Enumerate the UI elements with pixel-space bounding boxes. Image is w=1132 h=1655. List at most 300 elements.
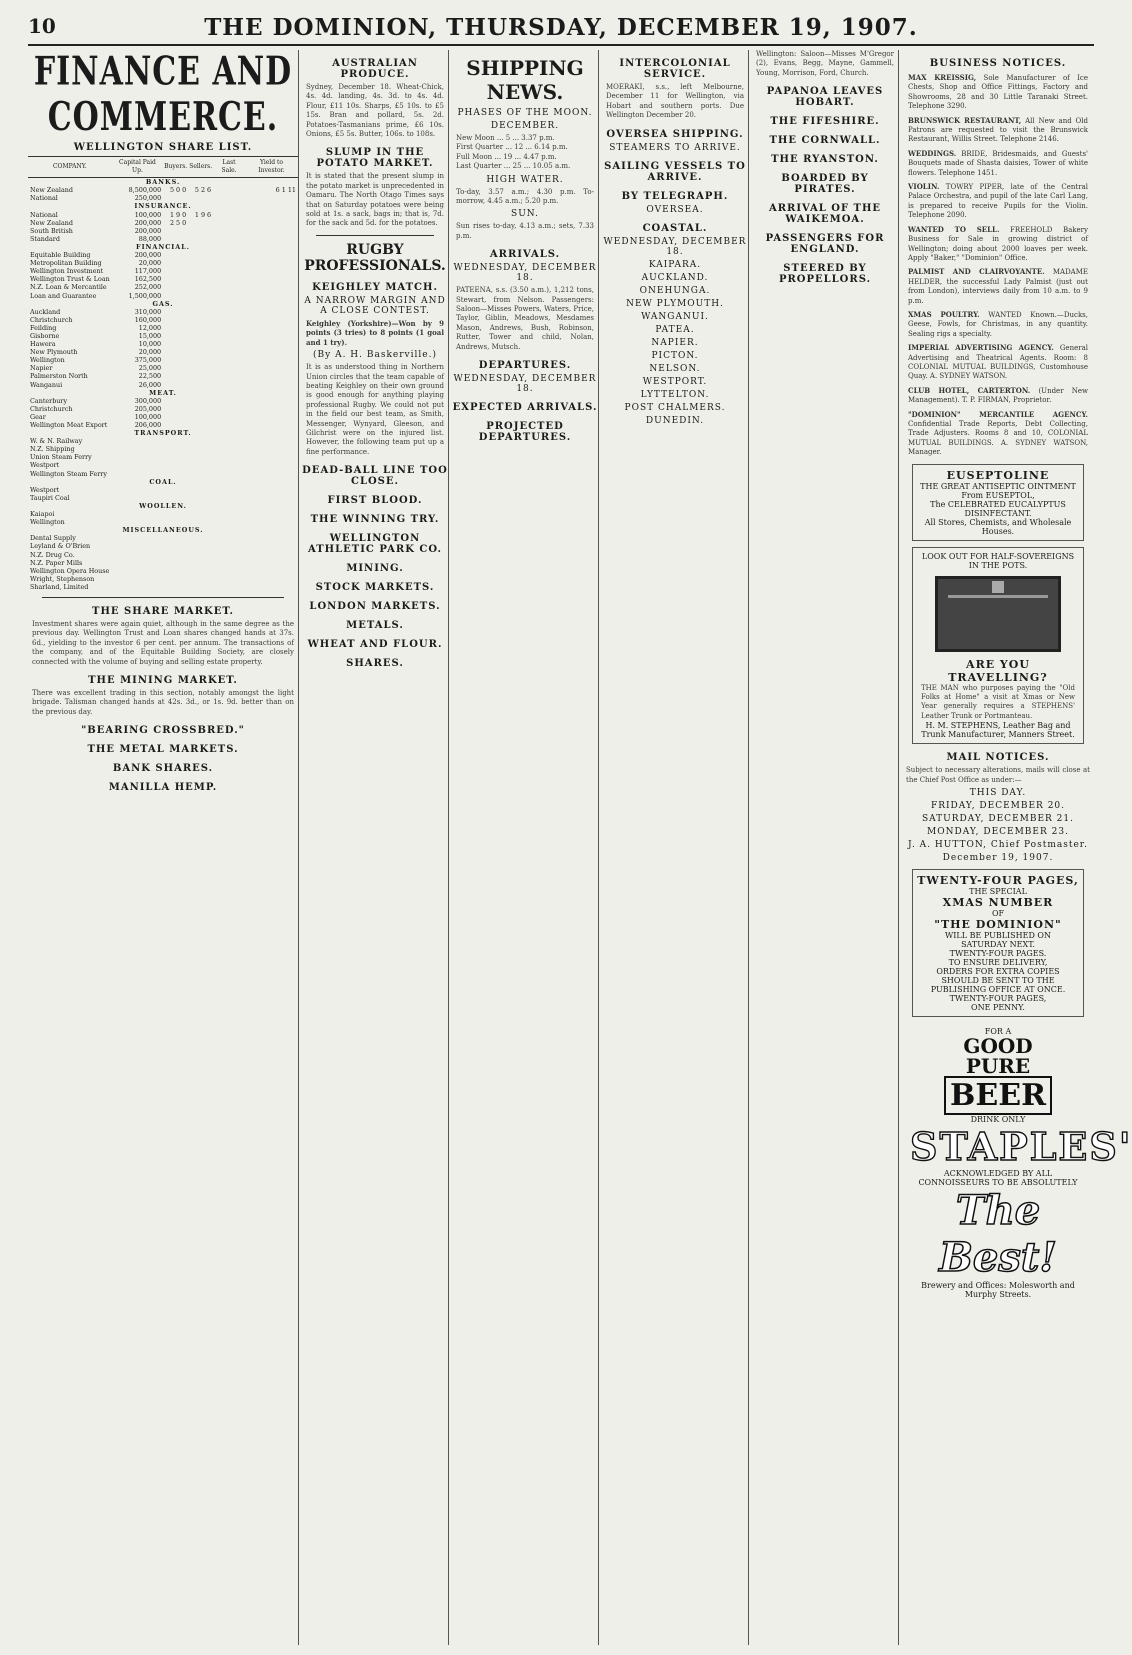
share-capital: 206,000 <box>134 421 162 429</box>
share-name: N.Z. Shipping <box>30 445 75 454</box>
dead-ball-title: DEAD-BALL LINE TOO CLOSE. <box>302 465 448 488</box>
share-capital <box>112 575 163 583</box>
rugby-byline: (By A. H. Baskerville.) <box>313 350 437 361</box>
share-buyers: 5 0 0 <box>169 186 187 195</box>
share-last <box>213 397 245 405</box>
travelling-text: THE MAN who purposes paying the "Old Folks at Home" a visit at Xmas or New Year generally requires a STEPHENS' Leather Trunk or Portmanteau. <box>921 683 1078 720</box>
share-row <box>28 275 298 283</box>
beer-good: GOOD <box>963 1034 1033 1059</box>
divider <box>42 597 284 598</box>
share-buyers <box>163 308 188 316</box>
notice-text: FREEHOLD Bakery Business for Sale in growing district of Wellington; doing about 2000 loaves per week. Apply "Baker," "Dominion" Office. <box>908 225 1088 262</box>
col-yield: Yield to Investor. <box>245 157 298 178</box>
share-capital <box>112 534 163 542</box>
share-category-row <box>28 526 298 534</box>
share-sellers <box>188 583 213 591</box>
mail-notices-title: MAIL NOTICES. <box>946 752 1050 764</box>
share-row <box>28 534 298 542</box>
travelling-title: ARE YOU TRAVELLING? <box>948 657 1048 684</box>
rugby-subtitle: A NARROW MARGIN AND A CLOSE CONTEST. <box>304 295 446 316</box>
share-row <box>28 227 298 235</box>
port-heading: WANGANUI. <box>641 311 709 322</box>
shipping-column <box>452 50 599 1645</box>
share-last <box>213 251 245 259</box>
special-line: TO ENSURE DELIVERY, <box>948 958 1048 968</box>
share-buyers <box>163 551 188 559</box>
special-line: ONE PENNY. <box>971 1003 1025 1013</box>
share-row <box>28 397 298 405</box>
share-buyers <box>163 267 188 275</box>
share-yield <box>245 551 298 559</box>
newspaper-title: THE DOMINION, THURSDAY, DECEMBER 19, 1907. <box>204 14 918 41</box>
share-capital: 117,000 <box>134 267 162 276</box>
share-yield <box>245 413 298 421</box>
share-name: Wright, Stephenson <box>30 574 95 583</box>
share-row <box>28 251 298 259</box>
share-sellers <box>188 510 213 518</box>
share-yield <box>245 542 298 550</box>
xmas-number-ad <box>912 869 1084 1017</box>
share-sellers <box>188 575 213 583</box>
share-capital <box>112 494 163 502</box>
share-capital <box>112 445 163 453</box>
share-last <box>213 340 245 348</box>
share-yield <box>245 405 298 413</box>
high-water-title: HIGH WATER. <box>486 174 564 185</box>
share-category: MEAT. <box>149 388 177 397</box>
share-capital: 22,500 <box>138 372 162 381</box>
masthead <box>28 14 1094 46</box>
col-last-sale: Last Sale. <box>213 157 245 178</box>
notice-text: WANTED Known.—Ducks, Geese, Fowls, for Christmas, in any quantity. Sealing rigs a specialty. <box>908 310 1088 338</box>
share-yield <box>245 340 298 348</box>
share-yield <box>245 219 298 227</box>
share-row <box>28 381 298 389</box>
share-yield <box>245 316 298 324</box>
share-last <box>213 453 245 461</box>
share-name: Auckland <box>30 307 61 316</box>
share-category-row <box>28 300 298 308</box>
share-sellers <box>188 445 213 453</box>
share-sellers <box>188 405 213 413</box>
page-number: 10 <box>28 14 56 38</box>
mail-day: FRIDAY, DECEMBER 20. <box>930 801 1066 812</box>
share-sellers <box>188 259 213 267</box>
notice-head: WANTED TO SELL. <box>908 224 1000 234</box>
share-name: Wellington <box>30 356 65 365</box>
share-buyers <box>163 340 188 348</box>
share-last <box>213 445 245 453</box>
share-yield <box>245 308 298 316</box>
special-line: SATURDAY NEXT. <box>961 940 1035 950</box>
share-name: Equitable Building <box>30 251 91 260</box>
share-yield <box>245 275 298 283</box>
share-yield <box>245 510 298 518</box>
share-buyers <box>163 372 188 380</box>
share-sellers <box>188 275 213 283</box>
notice-text: Sole Manufacturer of Ice Chests, Shop and Office Fittings, Factory and Showrooms, 28 and 30 Little Taranaki Street. Telephone 3290. <box>908 74 1088 111</box>
share-sellers <box>188 251 213 259</box>
intercolonial-text: MOERAKI, s.s., left Melbourne, December 11 for Wellington, via Hobart and southern ports. Due Wellington December 20. <box>606 83 747 120</box>
business-notices-title: BUSINESS NOTICES. <box>929 58 1067 69</box>
wheat-title: WHEAT AND FLOUR. <box>307 639 443 651</box>
sun-text: Sun rises to-day, 4.13 a.m.; sets, 7.33 p.m. <box>456 222 597 240</box>
share-yield <box>245 283 298 291</box>
share-name: Leyland & O'Brien <box>30 542 91 551</box>
share-name: Hawera <box>30 340 56 349</box>
beer-for-a: FOR A <box>984 1027 1012 1037</box>
share-name: Wellington Steam Ferry <box>30 469 107 478</box>
share-sellers <box>188 227 213 235</box>
port-heading: AUCKLAND. <box>641 272 709 283</box>
share-last <box>213 219 245 227</box>
share-capital <box>112 551 163 559</box>
share-buyers <box>163 356 188 364</box>
share-capital <box>112 461 163 469</box>
share-capital: 100,000 <box>134 210 162 219</box>
share-buyers <box>163 292 188 300</box>
share-name: South British <box>30 226 73 235</box>
share-row <box>28 211 298 219</box>
share-row <box>28 437 298 445</box>
share-capital <box>112 583 163 591</box>
share-category: MISCELLANEOUS. <box>122 526 204 535</box>
share-buyers <box>163 316 188 324</box>
share-buyers <box>163 583 188 591</box>
sun-title: SUN. <box>511 209 539 220</box>
share-buyers <box>163 397 188 405</box>
share-buyers <box>163 494 188 502</box>
special-line: TWENTY-FOUR PAGES. <box>949 949 1047 959</box>
share-yield <box>245 292 298 300</box>
share-sellers <box>188 461 213 469</box>
share-name: N.Z. Loan & Mercantile <box>30 283 107 292</box>
share-last <box>213 470 245 478</box>
share-category-row <box>28 178 298 187</box>
pirates-title: BOARDED BY PIRATES. <box>781 173 869 196</box>
slump-text: It is stated that the present slump in the potato market is unprecedented in Oamaru. The North Otago Times says that on Saturday potatoes were being sold at 1s. a sack, bags in; that is, 7d. for the sack and 5d. for the potatoes. <box>306 172 447 228</box>
share-sellers <box>188 470 213 478</box>
share-last <box>213 211 245 219</box>
papanoa-title: PAPANOA LEAVES HOBART. <box>766 86 884 109</box>
share-row <box>28 356 298 364</box>
share-category-row <box>28 389 298 397</box>
passengers-title: PASSENGERS FOR ENGLAND. <box>765 233 885 256</box>
share-name: Loan and Guarantee <box>30 291 97 300</box>
bearing-title: "BEARING CROSSBRED." <box>81 725 245 737</box>
share-buyers <box>163 227 188 235</box>
share-sellers <box>188 292 213 300</box>
share-name: Palmerston North <box>30 372 88 381</box>
share-yield <box>245 332 298 340</box>
share-yield <box>245 453 298 461</box>
share-sellers <box>188 559 213 567</box>
share-name: Wellington Opera House <box>30 566 110 575</box>
beer-brand: STAPLES' <box>910 1124 1132 1170</box>
share-capital <box>112 453 163 461</box>
london-markets-title: LONDON MARKETS. <box>309 601 441 613</box>
share-name: Sharland, Limited <box>30 582 89 591</box>
port-heading: NELSON. <box>649 363 701 374</box>
share-yield <box>245 267 298 275</box>
share-sellers <box>188 453 213 461</box>
share-last <box>213 405 245 413</box>
metals-title: METALS. <box>346 620 404 632</box>
business-notice <box>908 116 1088 145</box>
share-last <box>213 413 245 421</box>
ryanston-title: THE RYANSTON. <box>771 154 879 166</box>
share-category: INSURANCE. <box>134 202 192 211</box>
share-sellers: 5 2 6 <box>194 186 212 195</box>
notice-head: BRUNSWICK RESTAURANT, <box>908 115 1022 125</box>
share-yield <box>245 486 298 494</box>
share-row <box>28 575 298 583</box>
rugby-title: RUGBY PROFESSIONALS. <box>304 241 446 274</box>
share-last <box>213 575 245 583</box>
mail-day: MONDAY, DECEMBER 23. <box>927 827 1069 838</box>
expected-arrivals-title: EXPECTED ARRIVALS. <box>452 402 598 414</box>
share-name: New Zealand <box>30 218 73 227</box>
share-buyers <box>163 445 188 453</box>
business-notice <box>908 386 1088 406</box>
share-capital: 20,000 <box>138 348 162 357</box>
share-sellers <box>188 324 213 332</box>
share-sellers <box>188 534 213 542</box>
share-yield <box>245 437 298 445</box>
mail-notices-text: Subject to necessary alterations, mails will close at the Chief Post Office as under:— <box>906 766 1093 784</box>
share-name: N.Z. Drug Co. <box>30 550 75 559</box>
share-last <box>213 372 245 380</box>
arrivals-date: WEDNESDAY, DECEMBER 18. <box>453 263 597 284</box>
share-yield <box>245 211 298 219</box>
share-last <box>213 356 245 364</box>
moon-row: Last Quarter ... 25 ... 10.05 a.m. <box>456 162 571 171</box>
share-row <box>28 486 298 494</box>
business-notice <box>908 267 1088 306</box>
shipping-news-column <box>752 50 899 1645</box>
share-name: Napier <box>30 364 53 373</box>
share-row <box>28 372 298 380</box>
euseptoline-line: All Stores, Chemists, and Wholesale Houses. <box>924 517 1072 536</box>
share-last <box>213 437 245 445</box>
share-sellers <box>188 551 213 559</box>
share-buyers <box>163 405 188 413</box>
bank-shares-title: BANK SHARES. <box>112 763 214 775</box>
share-capital: 162,500 <box>134 275 162 284</box>
share-name: W. & N. Railway <box>30 437 83 446</box>
shares-title: SHARES. <box>346 658 404 670</box>
share-category-row <box>28 202 298 210</box>
share-buyers <box>163 437 188 445</box>
share-sellers <box>188 332 213 340</box>
telegraph-title: BY TELEGRAPH. <box>621 190 729 202</box>
australian-produce-title: AUSTRALIAN PRODUCE. <box>332 58 418 80</box>
share-list-table <box>28 156 298 591</box>
share-name: Wellington Meat Export <box>30 421 108 429</box>
share-last <box>213 364 245 372</box>
notice-head: CLUB HOTEL, CARTERTON. <box>908 385 1031 395</box>
share-yield <box>245 235 298 243</box>
cornwall-title: THE CORNWALL. <box>769 135 881 147</box>
share-yield <box>245 421 298 429</box>
share-name: National <box>30 210 58 219</box>
share-sellers <box>188 518 213 526</box>
notice-text: TOWRY PIPER, late of the Central Palace Orchestra, and pupil of the late Carl Lang, is prepared to receive Pupils for the Violin. Telephone 2090. <box>908 183 1088 220</box>
share-row <box>28 559 298 567</box>
share-sellers <box>188 567 213 575</box>
share-row <box>28 348 298 356</box>
slump-title: SLUMP IN THE POTATO MARKET. <box>316 147 434 170</box>
share-last <box>213 461 245 469</box>
shipping-title: SHIPPING NEWS. <box>466 56 584 104</box>
euseptoline-ad <box>912 464 1084 541</box>
produce-rugby-column <box>302 50 449 1645</box>
stephens-address: H. M. STEPHENS, Leather Bag and Trunk Manufacturer, Manners Street. <box>921 721 1075 740</box>
share-name: Union Steam Ferry <box>30 453 92 462</box>
share-last <box>213 227 245 235</box>
share-name: Metropolitan Building <box>30 259 102 268</box>
share-yield <box>245 324 298 332</box>
share-capital: 25,000 <box>138 364 162 373</box>
share-list-body <box>28 178 298 591</box>
moon-row: Full Moon ... 19 ... 4.47 p.m. <box>456 152 557 161</box>
share-yield <box>245 470 298 478</box>
share-capital <box>112 437 163 445</box>
share-row <box>28 453 298 461</box>
share-name: New Zealand <box>30 186 73 195</box>
share-sellers <box>188 235 213 243</box>
share-capital: 12,000 <box>138 323 162 332</box>
share-name: New Plymouth <box>30 348 78 357</box>
euseptoline-line: The CELEBRATED EUCALYPTUS DISINFECTANT. <box>930 499 1066 518</box>
share-name: Taupiri Coal <box>30 493 70 502</box>
port-heading: POST CHALMERS. <box>624 402 726 413</box>
share-name: Canterbury <box>30 396 68 405</box>
share-yield <box>245 251 298 259</box>
share-buyers <box>163 559 188 567</box>
share-row <box>28 413 298 421</box>
share-buyers <box>163 235 188 243</box>
postmaster: J. A. HUTTON, Chief Postmaster. <box>908 840 1088 851</box>
euseptoline-brand: EUSEPTOLINE <box>946 468 1050 482</box>
business-notice <box>908 149 1088 178</box>
notice-head: WEDDINGS. <box>908 148 957 158</box>
share-capital: 200,000 <box>134 226 162 235</box>
share-last <box>213 551 245 559</box>
notice-head: PALMIST AND CLAIRVOYANTE. <box>908 267 1045 277</box>
share-row <box>28 259 298 267</box>
share-yield <box>245 381 298 389</box>
notice-head: XMAS POULTRY. <box>908 309 980 319</box>
share-last <box>213 308 245 316</box>
share-yield <box>245 494 298 502</box>
share-buyers <box>163 510 188 518</box>
share-buyers <box>163 567 188 575</box>
beer-brewery: Brewery and Offices: Molesworth and Murphy Streets. <box>921 1281 1075 1300</box>
share-buyers <box>163 324 188 332</box>
notice-text: General Advertising and Theatrical Agents. Room: 8 COLONIAL MUTUAL BUILDINGS, Customhouse Quay. A. SYDNEY WATSON. <box>908 344 1088 381</box>
rugby-text: It is as understood thing in Northern Union circles that the team capable of beating Keighley on their own ground is good enough for anything playing professional Rugby. We could not put in the field our best team, as Smith, Messenger, Wynyard, Gleeson, and Gilchrist were on the injured list. However, the following team put up a fine performance. <box>306 363 447 456</box>
mining-market-title: THE MINING MARKET. <box>88 675 238 686</box>
share-row <box>28 364 298 372</box>
share-category-row <box>28 243 298 251</box>
share-last <box>213 518 245 526</box>
share-sellers <box>188 283 213 291</box>
share-capital <box>112 542 163 550</box>
share-buyers <box>163 486 188 494</box>
euseptoline-line: THE GREAT ANTISEPTIC OINTMENT <box>920 481 1076 491</box>
col-sellers: Sellers. <box>188 157 213 178</box>
share-capital <box>112 510 163 518</box>
share-capital: 15,000 <box>138 331 162 340</box>
share-category: FINANCIAL. <box>136 242 190 251</box>
special-line: THE SPECIAL <box>969 887 1027 897</box>
notices-list <box>902 73 1094 458</box>
staples-beer-ad <box>910 1027 1132 1300</box>
share-row <box>28 292 298 300</box>
share-row <box>28 405 298 413</box>
share-buyers: 1 9 0 <box>169 210 187 219</box>
share-yield <box>245 583 298 591</box>
share-market-text: Investment shares were again quiet, although in the same degree as the previous day. Wellington Trust and Loan shares changed hands at 37s. 6d., yielding to the investor 6 per cent. per annum. The transactions of the company, and of the Equitable Building Society, are closely connected with the volume of buying and selling estate property. <box>32 619 297 666</box>
port-heading: KAIPARA. <box>648 259 702 270</box>
share-sellers <box>188 194 213 202</box>
share-buyers <box>163 251 188 259</box>
business-notice <box>908 410 1088 458</box>
share-category: WOOLLEN. <box>139 501 187 510</box>
manila-title: MANILLA HEMP. <box>108 782 218 794</box>
share-capital: 10,000 <box>138 340 162 349</box>
share-capital: 200,000 <box>134 218 162 227</box>
share-capital <box>112 518 163 526</box>
waikemoa-title: ARRIVAL OF THE WAIKEMOA. <box>768 203 882 226</box>
port-heading: LYTTELTON. <box>640 389 710 400</box>
special-line: ORDERS FOR EXTRA COPIES SHOULD BE SENT TO THE PUBLISHING OFFICE AT ONCE. <box>930 967 1066 995</box>
share-row <box>28 510 298 518</box>
share-capital: 200,000 <box>134 251 162 260</box>
share-sellers <box>188 397 213 405</box>
share-capital: 300,000 <box>134 396 162 405</box>
share-name: Wellington <box>30 518 65 527</box>
share-yield <box>245 364 298 372</box>
share-capital: 375,000 <box>134 356 162 365</box>
share-row <box>28 267 298 275</box>
winning-try-title: THE WINNING TRY. <box>310 514 440 526</box>
col-company: COMPANY. <box>28 157 112 178</box>
share-capital: 20,000 <box>138 259 162 268</box>
share-category-row <box>28 478 298 486</box>
share-name: Wellington Investment <box>30 267 104 276</box>
port-heading: PICTON. <box>651 350 699 361</box>
special-line: XMAS NUMBER <box>942 896 1054 910</box>
share-name: Wellington Trust & Loan <box>30 275 110 284</box>
mining-market-text: There was excellent trading in this section, notably amongst the light brigade. Talisman changed hands at 42s. 3d., or 1s. 9d. better than on the previous day. <box>32 689 297 716</box>
share-sellers <box>188 219 213 227</box>
share-last <box>213 259 245 267</box>
share-sellers <box>188 340 213 348</box>
share-yield <box>245 575 298 583</box>
athletic-park-title: WELLINGTON ATHLETIC PARK CO. <box>308 533 442 556</box>
share-row <box>28 235 298 243</box>
share-buyers <box>163 575 188 583</box>
ports-list <box>602 260 748 426</box>
share-name: Feilding <box>30 323 57 332</box>
telegraph-subtitle: OVERSEA. <box>646 204 704 215</box>
share-last <box>213 494 245 502</box>
share-name: Westport <box>30 461 60 470</box>
share-name: Christchurch <box>30 315 73 324</box>
notice-head: VIOLIN. <box>908 182 940 192</box>
